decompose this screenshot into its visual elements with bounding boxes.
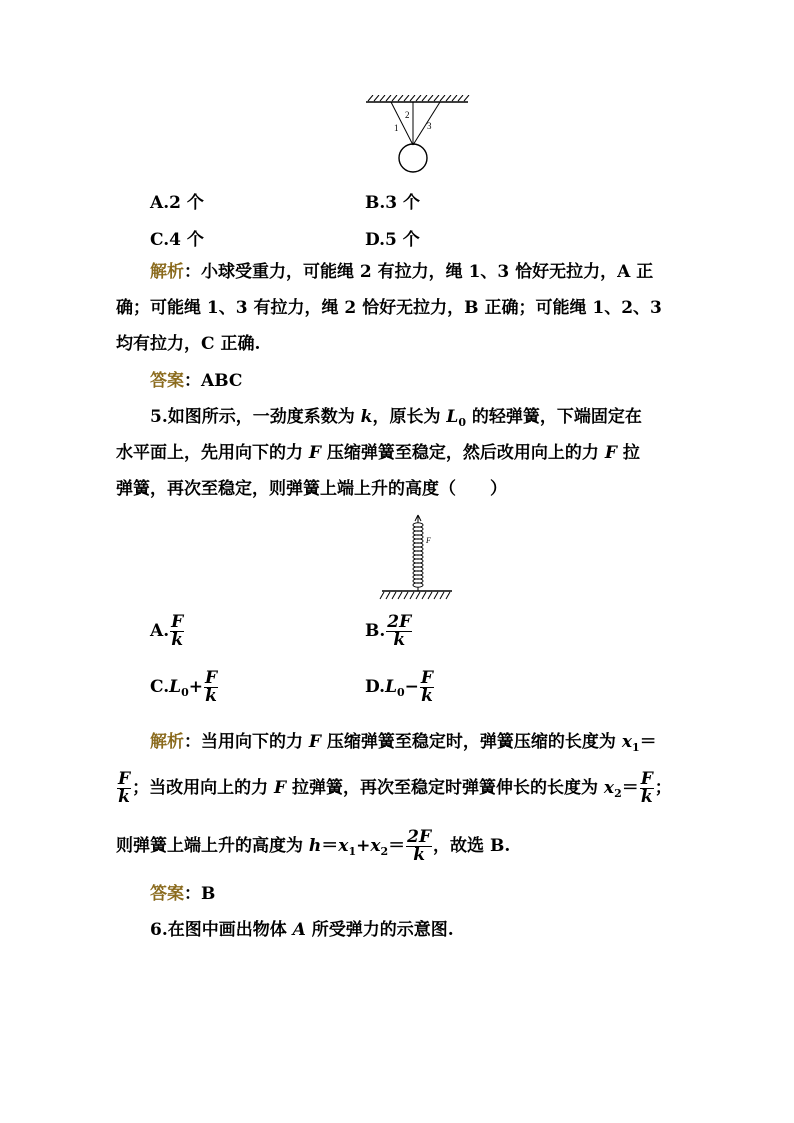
q4-analysis-line-3: 均有拉力，C 正确. (116, 334, 261, 354)
option-c: $C.L_0+$ $\frac{F}{k}$ (150, 668, 218, 706)
spring-figure (378, 513, 458, 605)
q5-stem-line-2: 水平面上，先用向下的力 F 压缩弹簧至稳定，然后改用向上的力 F 拉 (116, 443, 640, 463)
fraction: $\frac{2F}{k}$ (387, 612, 412, 650)
option-c: C.4 个 (150, 230, 204, 250)
rope-label-3: 3 (427, 121, 432, 131)
rope-label-1: 1 (394, 123, 399, 133)
option-a: A.2 个 (150, 193, 204, 213)
option-a: A. $\frac{F}{k}$ (150, 612, 184, 650)
q4-analysis-line-2: 确；可能绳 1、3 有拉力，绳 2 恰好无拉力，B 正确；可能绳 1、2、3 (116, 298, 662, 318)
q4-answer: 答案：ABC (150, 371, 243, 391)
answer-label: 答案 (150, 884, 184, 904)
q5-stem-line-3: 弹簧，再次至稳定，则弹簧上端上升的高度（ ） (116, 479, 507, 499)
fraction: $\frac{F}{k}$ (420, 668, 433, 706)
fraction: $\frac{F}{k}$ (118, 769, 131, 807)
hanging-ball-figure (360, 95, 480, 175)
fraction: $\frac{F}{k}$ (171, 612, 184, 650)
option-b: B. $\frac{2F}{k}$ (365, 612, 412, 650)
analysis-label: 解析 (150, 262, 184, 282)
q5-analysis-line-2: $\frac{F}{k}$ ；当改用向上的力 F 拉弹簧，再次至稳定时弹簧伸长的长度为 $x_2=$ $\frac{F}{k}$ ； (118, 769, 672, 807)
q5-analysis-line-1: 解析：当用向下的力 F 压缩弹簧至稳定时，弹簧压缩的长度为 $x_1=$ (150, 732, 657, 754)
q5-answer: 答案：B (150, 884, 216, 904)
force-label: F (426, 536, 431, 545)
fraction: $\frac{2F}{k}$ (407, 827, 432, 865)
answer-label: 答案 (150, 371, 184, 391)
q4-analysis-line-1: 解析：小球受重力，可能绳 2 有拉力，绳 1、3 恰好无拉力，A 正 (150, 262, 654, 282)
analysis-label: 解析 (150, 732, 184, 752)
option-d: $D.L_0-$ $\frac{F}{k}$ (365, 668, 433, 706)
rope-label-2: 2 (405, 110, 410, 120)
option-d: D.5 个 (365, 230, 420, 250)
fraction: $\frac{F}{k}$ (640, 769, 653, 807)
fraction: $\frac{F}{k}$ (205, 668, 218, 706)
q6-stem: 6.在图中画出物体 A 所受弹力的示意图. (150, 920, 454, 940)
q5-stem-line-1: 5.如图所示，一劲度系数为 k，原长为 $L_0$ 的轻弹簧，下端固定在 (150, 407, 642, 429)
q5-analysis-line-3: 则弹簧上端上升的高度为 $h=x_1+x_2=$ $\frac{2F}{k}$ ，故选 B. (116, 827, 511, 865)
option-b: B.3 个 (365, 193, 421, 213)
